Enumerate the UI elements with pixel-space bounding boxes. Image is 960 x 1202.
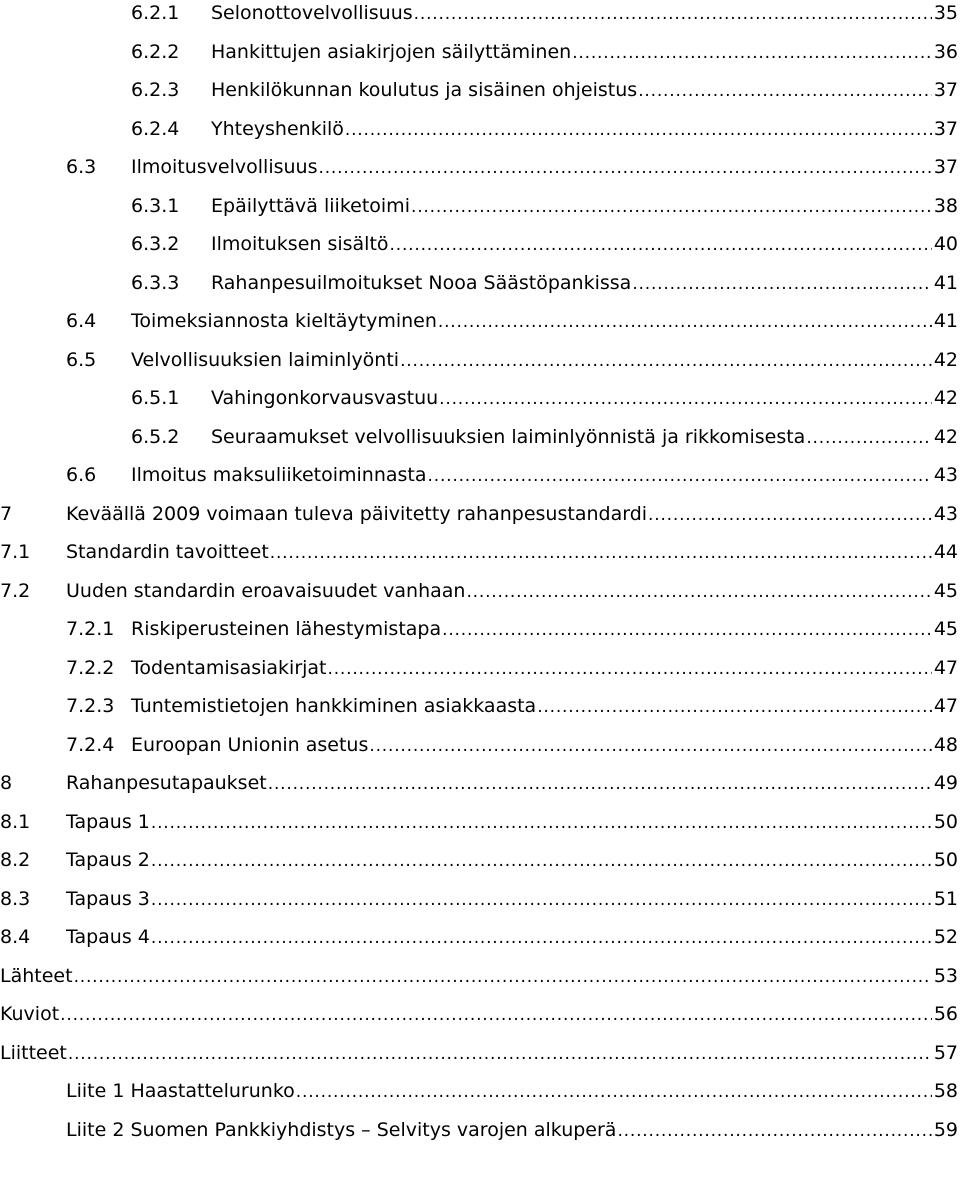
toc-entry-title: Ilmoituksen sisältö [211, 233, 389, 255]
toc-entry-number: 6.3.2 [131, 233, 180, 255]
toc-entry-page: 42 [933, 425, 958, 448]
toc-entry[interactable] [0, 924, 958, 963]
toc-entry-page: 48 [933, 733, 958, 756]
dot-leader [59, 1001, 932, 1029]
toc-entry-title: Lähteet [0, 964, 73, 987]
toc-entry[interactable] [0, 1117, 958, 1156]
toc-entry-number: 6.5 [66, 348, 97, 371]
toc-entry-title: Euroopan Unionin asetus [131, 733, 369, 756]
toc-entry[interactable] [0, 963, 958, 1002]
toc-entry-title: Uuden standardin eroavaisuudet vanhaan [66, 579, 466, 602]
toc-entry-title: Henkilökunnan koulutus ja sisäinen ohjeistus [211, 79, 638, 101]
dot-leader [295, 1078, 932, 1106]
dot-leader [637, 77, 932, 105]
dot-leader [267, 770, 932, 798]
dot-leader [438, 385, 932, 413]
toc-entry[interactable] [0, 616, 958, 655]
dot-leader [73, 963, 932, 991]
dot-leader [427, 462, 932, 490]
toc-entry-page: 50 [933, 810, 958, 833]
toc-entry-page: 42 [933, 348, 958, 371]
toc-entry-title: Standardin tavoitteet [66, 541, 269, 563]
toc-entry[interactable] [0, 809, 958, 848]
toc-entry[interactable] [0, 1078, 958, 1117]
toc-entry-title: Tapaus 2 [66, 849, 150, 871]
dot-leader [327, 655, 932, 683]
toc-entry-title: Toimeksiannosta kieltäytyminen [131, 310, 437, 332]
toc-entry-title: Tapaus 4 [66, 926, 150, 948]
toc-entry[interactable] [0, 732, 958, 771]
toc-entry[interactable] [0, 847, 958, 886]
toc-entry[interactable] [0, 424, 958, 463]
toc-entry-page: 37 [933, 156, 958, 178]
toc-entry-title: Tuntemistietojen hankkiminen asiakkaasta [131, 695, 537, 717]
toc-entry-page: 52 [933, 926, 958, 948]
toc-entry-number: 8 [0, 772, 13, 794]
toc-entry-page: 44 [933, 541, 958, 563]
dot-leader [616, 1117, 931, 1145]
toc-entry[interactable] [0, 39, 958, 78]
dot-leader [399, 347, 932, 375]
toc-entry[interactable] [0, 539, 958, 578]
toc-entry[interactable] [0, 693, 958, 732]
toc-entry-page: 36 [933, 40, 958, 63]
toc-entry-page: 37 [933, 117, 958, 140]
toc-entry-title: Selonottovelvollisuus [211, 2, 413, 24]
toc-entry-page: 53 [933, 964, 958, 987]
dot-leader [465, 578, 931, 606]
toc-entry[interactable] [0, 385, 958, 424]
toc-entry[interactable] [0, 886, 958, 925]
toc-entry-number: 7.2.2 [66, 656, 115, 679]
toc-entry-number: 6.4 [66, 310, 97, 332]
toc-entry-number: 6.2.3 [131, 79, 180, 101]
dot-leader [631, 270, 931, 298]
toc-entry-title: Tapaus 3 [66, 887, 150, 910]
toc-entry[interactable] [0, 0, 958, 39]
toc-entry-page: 41 [933, 271, 958, 294]
toc-entry-page: 51 [933, 887, 958, 910]
toc-entry-page: 56 [933, 1003, 958, 1025]
toc-entry-page: 47 [933, 695, 958, 717]
toc-entry-title: Liite 1 Haastattelurunko [66, 1080, 295, 1102]
toc-entry-page: 43 [933, 502, 958, 525]
dot-leader [317, 154, 931, 182]
toc-entry[interactable] [0, 77, 958, 116]
toc-entry-title: Todentamisasiakirjat [131, 656, 327, 679]
toc-entry-title: Keväällä 2009 voimaan tuleva päivitetty rahanpesustandardi [66, 502, 648, 525]
dot-leader [269, 539, 932, 567]
toc-entry-title: Ilmoitusvelvollisuus [131, 156, 318, 178]
toc-entry-number: 8.3 [0, 887, 31, 910]
toc-entry-page: 47 [933, 656, 958, 679]
toc-entry-page: 45 [933, 618, 958, 640]
toc-entry[interactable] [0, 655, 958, 694]
toc-entry-page: 35 [933, 2, 958, 24]
toc-entry-title: Liite 2 Suomen Pankkiyhdistys – Selvitys varojen alkuperä [66, 1118, 617, 1141]
toc-entry-number: 6.3.3 [131, 271, 180, 294]
toc-entry-page: 40 [933, 233, 958, 255]
toc-entry-number: 7.1 [0, 541, 31, 563]
toc-entry-number: 6.6 [66, 464, 97, 486]
dot-leader [389, 231, 932, 259]
toc-entry-page: 37 [933, 79, 958, 101]
toc-entry-title: Rahanpesutapaukset [66, 772, 267, 794]
toc-entry-number: 7 [0, 502, 13, 525]
dot-leader [805, 424, 931, 452]
toc-entry[interactable] [0, 231, 958, 270]
toc-entry-page: 45 [933, 579, 958, 602]
dot-leader [150, 924, 932, 952]
toc-entry-page: 57 [933, 1041, 958, 1064]
dot-leader [647, 501, 932, 529]
toc-entry-number: 7.2.4 [66, 733, 115, 756]
toc-entry-number: 7.2 [0, 579, 31, 602]
dot-leader [413, 0, 932, 28]
toc-entry-title: Yhteyshenkilö [211, 117, 344, 140]
toc-entry-title: Ilmoitus maksuliiketoiminnasta [131, 464, 427, 486]
toc-entry-number: 6.3.1 [131, 194, 180, 217]
dot-leader [437, 308, 932, 336]
dot-leader [150, 809, 932, 837]
toc-entry-page: 43 [933, 464, 958, 486]
toc-entry[interactable] [0, 347, 958, 386]
toc-entry-page: 49 [933, 772, 958, 794]
toc-entry-number: 6.5.1 [131, 387, 180, 409]
toc-entry[interactable] [0, 116, 958, 155]
dot-leader [150, 886, 932, 914]
toc-entry-page: 41 [933, 310, 958, 332]
toc-entry[interactable] [0, 770, 958, 809]
toc-entry[interactable] [0, 501, 958, 540]
toc-entry-number: 6.5.2 [131, 425, 180, 448]
toc-entry-title: Riskiperusteinen lähestymistapa [131, 618, 442, 640]
toc-entry[interactable] [0, 578, 958, 617]
toc-entry-number: 8.1 [0, 810, 31, 833]
toc-entry[interactable] [0, 1040, 958, 1079]
dot-leader [150, 847, 932, 875]
toc-entry[interactable] [0, 462, 958, 501]
dot-leader [368, 732, 931, 760]
toc-entry-number: 6.2.2 [131, 40, 180, 63]
toc-entry-page: 59 [933, 1118, 958, 1141]
toc-entry-title: Velvollisuuksien laiminlyönti [131, 348, 400, 371]
toc-entry[interactable] [0, 308, 958, 347]
dot-leader [344, 116, 932, 144]
toc-entry[interactable] [0, 193, 958, 232]
toc-entry-number: 8.2 [0, 849, 31, 871]
toc-entry-title: Epäilyttävä liiketoimi [211, 194, 410, 217]
dot-leader [67, 1040, 932, 1068]
toc-entry-number: 7.2.1 [66, 618, 115, 640]
toc-entry-title: Kuviot [0, 1003, 60, 1025]
toc-entry-title: Vahingonkorvausvastuu [211, 387, 439, 409]
toc-entry-title: Rahanpesuilmoitukset Nooa Säästöpankissa [211, 271, 632, 294]
toc-entry-title: Tapaus 1 [66, 810, 150, 833]
dot-leader [441, 616, 932, 644]
toc-entry-number: 8.4 [0, 926, 31, 948]
toc-entry-title: Liitteet [0, 1041, 67, 1064]
toc-entry-number: 7.2.3 [66, 695, 115, 717]
toc-entry-page: 58 [933, 1080, 958, 1102]
toc-entry-page: 38 [933, 194, 958, 217]
toc-entry-number: 6.3 [66, 156, 97, 178]
toc-entry[interactable] [0, 154, 958, 193]
toc-entry-title: Seuraamukset velvollisuuksien laiminlyönnistä ja rikkomisesta [211, 425, 806, 448]
toc-entry-number: 6.2.1 [131, 2, 180, 24]
dot-leader [571, 39, 932, 67]
toc-entry-page: 42 [933, 387, 958, 409]
toc-entry-number: 6.2.4 [131, 117, 180, 140]
toc-entry[interactable] [0, 270, 958, 309]
toc-entry-page: 50 [933, 849, 958, 871]
toc-entry[interactable] [0, 1001, 958, 1040]
dot-leader [536, 693, 932, 721]
toc-entry-title: Hankittujen asiakirjojen säilyttäminen [211, 40, 572, 63]
dot-leader [410, 193, 932, 221]
